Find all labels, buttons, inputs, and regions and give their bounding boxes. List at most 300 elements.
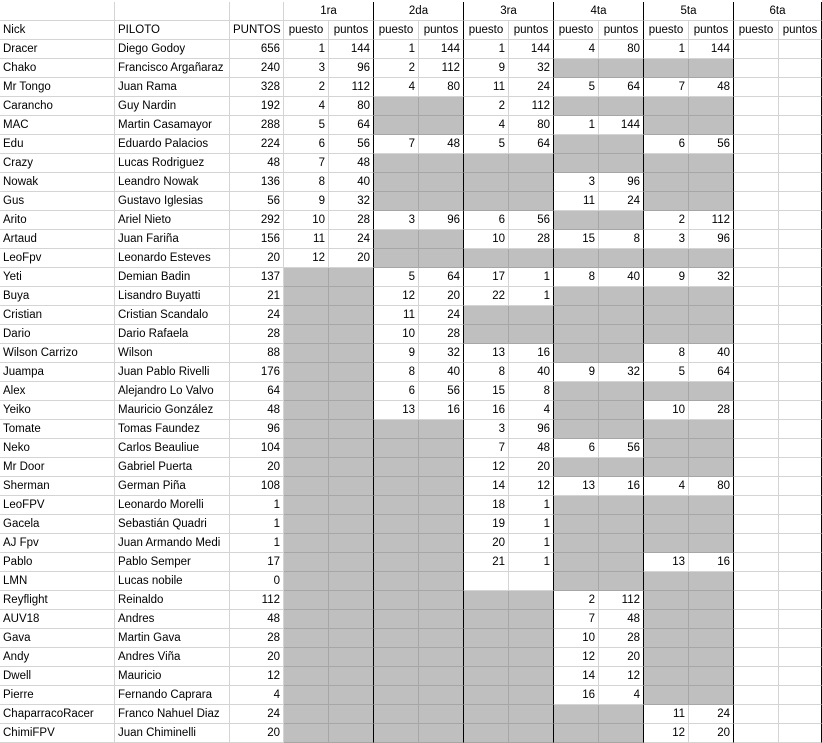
race-position-cell[interactable]: 7 (374, 135, 419, 154)
race-points-cell[interactable] (599, 458, 644, 477)
race-points-cell[interactable]: 112 (509, 97, 554, 116)
race-position-cell[interactable]: 1 (284, 40, 329, 59)
race-position-cell[interactable] (644, 382, 689, 401)
race-position-cell[interactable]: 8 (374, 363, 419, 382)
race-position-cell[interactable] (734, 306, 779, 325)
race-points-cell[interactable] (779, 610, 822, 629)
piloto-cell[interactable]: Martin Gava (115, 629, 230, 648)
race-points-cell[interactable] (509, 591, 554, 610)
race-points-cell[interactable] (779, 78, 822, 97)
race-points-cell[interactable] (509, 173, 554, 192)
race-points-cell[interactable] (329, 610, 374, 629)
race-points-cell[interactable] (329, 306, 374, 325)
race-position-cell[interactable] (734, 173, 779, 192)
race-position-cell[interactable] (284, 306, 329, 325)
race-position-cell[interactable] (374, 439, 419, 458)
race-points-cell[interactable] (689, 306, 734, 325)
race-points-cell[interactable] (779, 458, 822, 477)
race-position-cell[interactable] (554, 458, 599, 477)
race-points-cell[interactable] (689, 325, 734, 344)
race-position-cell[interactable] (374, 116, 419, 135)
race-position-cell[interactable] (644, 458, 689, 477)
race-points-cell[interactable] (689, 591, 734, 610)
nick-cell[interactable]: Gacela (0, 515, 115, 534)
race-points-cell[interactable] (599, 306, 644, 325)
piloto-cell[interactable]: Mauricio González (115, 401, 230, 420)
race-title-5[interactable]: 5ta (644, 2, 734, 21)
race-position-cell[interactable]: 1 (644, 40, 689, 59)
race-points-cell[interactable] (509, 249, 554, 268)
race-points-cell[interactable] (419, 629, 464, 648)
race-position-cell[interactable]: 9 (284, 192, 329, 211)
nick-cell[interactable]: Carancho (0, 97, 115, 116)
nick-cell[interactable]: Yeiko (0, 401, 115, 420)
race-points-cell[interactable]: 32 (689, 268, 734, 287)
column-header[interactable]: puntos (599, 21, 644, 40)
column-header[interactable]: puntos (419, 21, 464, 40)
race-position-cell[interactable]: 6 (554, 439, 599, 458)
race-points-cell[interactable]: 48 (599, 610, 644, 629)
piloto-cell[interactable]: Diego Godoy (115, 40, 230, 59)
race-points-cell[interactable] (779, 135, 822, 154)
race-position-cell[interactable] (284, 287, 329, 306)
race-position-cell[interactable]: 21 (464, 553, 509, 572)
total-points-cell[interactable]: 12 (230, 667, 284, 686)
race-position-cell[interactable] (284, 344, 329, 363)
race-points-cell[interactable]: 28 (689, 401, 734, 420)
race-points-cell[interactable] (599, 135, 644, 154)
column-header[interactable]: puesto (374, 21, 419, 40)
race-points-cell[interactable] (419, 686, 464, 705)
piloto-cell[interactable]: Eduardo Palacios (115, 135, 230, 154)
race-points-cell[interactable] (509, 192, 554, 211)
race-points-cell[interactable] (329, 648, 374, 667)
piloto-cell[interactable]: Lucas nobile (115, 572, 230, 591)
race-points-cell[interactable] (779, 344, 822, 363)
race-position-cell[interactable]: 10 (464, 230, 509, 249)
total-points-cell[interactable]: 21 (230, 287, 284, 306)
race-position-cell[interactable]: 11 (284, 230, 329, 249)
race-points-cell[interactable]: 40 (329, 173, 374, 192)
race-points-cell[interactable] (599, 724, 644, 743)
race-points-cell[interactable] (329, 724, 374, 743)
race-points-cell[interactable] (689, 686, 734, 705)
race-position-cell[interactable] (284, 268, 329, 287)
race-position-cell[interactable] (734, 553, 779, 572)
race-position-cell[interactable] (374, 667, 419, 686)
race-position-cell[interactable] (554, 496, 599, 515)
race-position-cell[interactable]: 6 (374, 382, 419, 401)
race-points-cell[interactable] (779, 591, 822, 610)
nick-cell[interactable]: Chako (0, 59, 115, 78)
race-points-cell[interactable]: 16 (599, 477, 644, 496)
nick-cell[interactable]: Buya (0, 287, 115, 306)
race-points-cell[interactable] (779, 477, 822, 496)
nick-cell[interactable]: Gava (0, 629, 115, 648)
race-points-cell[interactable] (779, 534, 822, 553)
nick-cell[interactable]: LMN (0, 572, 115, 591)
race-points-cell[interactable] (419, 439, 464, 458)
race-points-cell[interactable]: 8 (599, 230, 644, 249)
nick-cell[interactable]: LeoFPV (0, 496, 115, 515)
race-points-cell[interactable]: 40 (599, 268, 644, 287)
race-position-cell[interactable] (644, 667, 689, 686)
race-position-cell[interactable]: 16 (464, 401, 509, 420)
race-title-6[interactable]: 6ta (734, 2, 822, 21)
race-points-cell[interactable] (329, 363, 374, 382)
race-position-cell[interactable] (464, 249, 509, 268)
race-points-cell[interactable]: 144 (599, 116, 644, 135)
race-points-cell[interactable] (329, 382, 374, 401)
race-title-3[interactable]: 3ra (464, 2, 554, 21)
total-points-cell[interactable]: 88 (230, 344, 284, 363)
race-position-cell[interactable] (554, 515, 599, 534)
race-position-cell[interactable] (734, 610, 779, 629)
race-points-cell[interactable] (509, 610, 554, 629)
race-position-cell[interactable] (554, 59, 599, 78)
race-points-cell[interactable] (419, 173, 464, 192)
piloto-cell[interactable]: Pablo Semper (115, 553, 230, 572)
nick-cell[interactable]: Pierre (0, 686, 115, 705)
race-position-cell[interactable]: 16 (554, 686, 599, 705)
race-points-cell[interactable] (779, 154, 822, 173)
race-points-cell[interactable]: 8 (509, 382, 554, 401)
race-points-cell[interactable] (329, 553, 374, 572)
race-points-cell[interactable] (779, 401, 822, 420)
total-points-cell[interactable]: 28 (230, 629, 284, 648)
nick-cell[interactable]: Neko (0, 439, 115, 458)
race-points-cell[interactable] (419, 458, 464, 477)
race-points-cell[interactable] (419, 154, 464, 173)
race-points-cell[interactable]: 28 (599, 629, 644, 648)
race-position-cell[interactable] (284, 629, 329, 648)
race-points-cell[interactable] (329, 344, 374, 363)
race-points-cell[interactable] (599, 534, 644, 553)
race-points-cell[interactable] (779, 667, 822, 686)
race-position-cell[interactable] (734, 686, 779, 705)
race-position-cell[interactable] (734, 192, 779, 211)
race-points-cell[interactable] (689, 439, 734, 458)
piloto-cell[interactable]: Juan Chiminelli (115, 724, 230, 743)
piloto-cell[interactable]: Alejandro Lo Valvo (115, 382, 230, 401)
race-points-cell[interactable] (419, 97, 464, 116)
race-points-cell[interactable]: 28 (329, 211, 374, 230)
race-position-cell[interactable] (734, 116, 779, 135)
race-position-cell[interactable] (374, 591, 419, 610)
race-points-cell[interactable]: 20 (689, 724, 734, 743)
race-points-cell[interactable] (779, 553, 822, 572)
race-position-cell[interactable] (374, 705, 419, 724)
piloto-cell[interactable]: Juan Rama (115, 78, 230, 97)
race-position-cell[interactable] (374, 420, 419, 439)
race-points-cell[interactable]: 24 (329, 230, 374, 249)
race-position-cell[interactable] (464, 572, 509, 591)
race-points-cell[interactable]: 20 (599, 648, 644, 667)
race-points-cell[interactable]: 112 (599, 591, 644, 610)
race-points-cell[interactable] (419, 420, 464, 439)
race-points-cell[interactable]: 80 (509, 116, 554, 135)
race-position-cell[interactable]: 4 (554, 40, 599, 59)
race-points-cell[interactable] (419, 515, 464, 534)
race-position-cell[interactable] (734, 325, 779, 344)
race-position-cell[interactable]: 4 (374, 78, 419, 97)
race-position-cell[interactable]: 10 (284, 211, 329, 230)
race-position-cell[interactable] (284, 477, 329, 496)
race-points-cell[interactable] (509, 648, 554, 667)
race-points-cell[interactable]: 16 (419, 401, 464, 420)
race-position-cell[interactable] (374, 724, 419, 743)
total-points-cell[interactable]: 288 (230, 116, 284, 135)
race-points-cell[interactable] (509, 154, 554, 173)
piloto-cell[interactable]: Andres (115, 610, 230, 629)
race-position-cell[interactable] (284, 401, 329, 420)
piloto-cell[interactable]: Leonardo Esteves (115, 249, 230, 268)
race-position-cell[interactable] (644, 610, 689, 629)
race-points-cell[interactable] (779, 363, 822, 382)
race-points-cell[interactable] (779, 648, 822, 667)
race-position-cell[interactable] (554, 135, 599, 154)
race-position-cell[interactable]: 10 (374, 325, 419, 344)
race-points-cell[interactable]: 24 (509, 78, 554, 97)
race-points-cell[interactable]: 144 (689, 40, 734, 59)
race-points-cell[interactable] (779, 325, 822, 344)
total-points-cell[interactable]: 0 (230, 572, 284, 591)
nick-cell[interactable]: AUV18 (0, 610, 115, 629)
total-points-cell[interactable]: 112 (230, 591, 284, 610)
total-points-cell[interactable]: 292 (230, 211, 284, 230)
race-position-cell[interactable] (734, 154, 779, 173)
race-points-cell[interactable] (329, 705, 374, 724)
race-position-cell[interactable]: 8 (554, 268, 599, 287)
race-points-cell[interactable]: 40 (689, 344, 734, 363)
race-position-cell[interactable] (554, 724, 599, 743)
race-points-cell[interactable] (599, 401, 644, 420)
race-position-cell[interactable] (464, 325, 509, 344)
race-points-cell[interactable]: 56 (509, 211, 554, 230)
race-position-cell[interactable]: 9 (464, 59, 509, 78)
column-header[interactable]: puesto (554, 21, 599, 40)
race-points-cell[interactable] (599, 553, 644, 572)
total-points-cell[interactable]: 1 (230, 515, 284, 534)
race-points-cell[interactable] (779, 211, 822, 230)
nick-cell[interactable]: Dario (0, 325, 115, 344)
race-points-cell[interactable] (419, 534, 464, 553)
race-points-cell[interactable] (419, 648, 464, 667)
race-position-cell[interactable]: 4 (464, 116, 509, 135)
race-points-cell[interactable] (509, 686, 554, 705)
race-position-cell[interactable] (284, 591, 329, 610)
race-position-cell[interactable] (734, 572, 779, 591)
race-points-cell[interactable]: 112 (689, 211, 734, 230)
race-position-cell[interactable] (554, 344, 599, 363)
race-position-cell[interactable] (464, 192, 509, 211)
race-position-cell[interactable] (644, 515, 689, 534)
race-points-cell[interactable] (779, 40, 822, 59)
race-points-cell[interactable] (329, 401, 374, 420)
piloto-cell[interactable]: Francisco Argañaraz (115, 59, 230, 78)
race-points-cell[interactable] (779, 59, 822, 78)
race-position-cell[interactable]: 6 (284, 135, 329, 154)
race-points-cell[interactable]: 64 (509, 135, 554, 154)
race-points-cell[interactable]: 64 (599, 78, 644, 97)
race-position-cell[interactable] (464, 686, 509, 705)
race-points-cell[interactable] (329, 572, 374, 591)
race-points-cell[interactable] (329, 439, 374, 458)
race-position-cell[interactable] (644, 116, 689, 135)
race-position-cell[interactable]: 12 (554, 648, 599, 667)
race-points-cell[interactable] (419, 496, 464, 515)
race-position-cell[interactable] (644, 420, 689, 439)
piloto-cell[interactable]: Juan Pablo Rivelli (115, 363, 230, 382)
race-points-cell[interactable] (779, 97, 822, 116)
race-position-cell[interactable] (284, 724, 329, 743)
race-position-cell[interactable]: 11 (374, 306, 419, 325)
race-position-cell[interactable] (554, 401, 599, 420)
race-position-cell[interactable] (734, 78, 779, 97)
piloto-cell[interactable]: Tomas Faundez (115, 420, 230, 439)
race-position-cell[interactable]: 2 (374, 59, 419, 78)
title-cell-nick[interactable] (0, 2, 115, 21)
piloto-cell[interactable]: Demian Badin (115, 268, 230, 287)
race-points-cell[interactable] (419, 230, 464, 249)
race-position-cell[interactable] (644, 572, 689, 591)
race-position-cell[interactable] (284, 382, 329, 401)
race-position-cell[interactable] (374, 496, 419, 515)
race-points-cell[interactable] (599, 705, 644, 724)
race-points-cell[interactable] (689, 249, 734, 268)
race-points-cell[interactable] (329, 325, 374, 344)
race-points-cell[interactable]: 56 (689, 135, 734, 154)
race-position-cell[interactable] (284, 420, 329, 439)
race-points-cell[interactable]: 112 (329, 78, 374, 97)
race-position-cell[interactable] (554, 553, 599, 572)
race-position-cell[interactable] (554, 249, 599, 268)
race-position-cell[interactable]: 15 (464, 382, 509, 401)
race-position-cell[interactable]: 13 (374, 401, 419, 420)
race-position-cell[interactable] (644, 173, 689, 192)
total-points-cell[interactable]: 108 (230, 477, 284, 496)
race-position-cell[interactable]: 12 (644, 724, 689, 743)
race-position-cell[interactable]: 9 (374, 344, 419, 363)
race-position-cell[interactable] (284, 553, 329, 572)
race-points-cell[interactable] (689, 572, 734, 591)
race-position-cell[interactable] (464, 591, 509, 610)
race-points-cell[interactable]: 12 (599, 667, 644, 686)
race-position-cell[interactable]: 12 (284, 249, 329, 268)
race-position-cell[interactable]: 5 (374, 268, 419, 287)
race-position-cell[interactable]: 2 (554, 591, 599, 610)
nick-cell[interactable]: ChaparracoRacer (0, 705, 115, 724)
race-points-cell[interactable] (689, 287, 734, 306)
piloto-cell[interactable]: German Piña (115, 477, 230, 496)
race-points-cell[interactable] (419, 667, 464, 686)
nick-cell[interactable]: Mr Tongo (0, 78, 115, 97)
race-position-cell[interactable] (734, 724, 779, 743)
race-points-cell[interactable] (599, 515, 644, 534)
race-position-cell[interactable] (734, 458, 779, 477)
race-points-cell[interactable] (689, 629, 734, 648)
nick-cell[interactable]: Andy (0, 648, 115, 667)
race-position-cell[interactable] (374, 477, 419, 496)
race-position-cell[interactable]: 9 (554, 363, 599, 382)
piloto-cell[interactable]: Dario Rafaela (115, 325, 230, 344)
race-points-cell[interactable]: 40 (509, 363, 554, 382)
race-points-cell[interactable] (689, 59, 734, 78)
race-points-cell[interactable] (779, 173, 822, 192)
piloto-cell[interactable]: Leonardo Morelli (115, 496, 230, 515)
race-points-cell[interactable]: 144 (329, 40, 374, 59)
race-points-cell[interactable]: 28 (419, 325, 464, 344)
race-position-cell[interactable] (374, 458, 419, 477)
race-position-cell[interactable] (374, 249, 419, 268)
race-points-cell[interactable]: 64 (689, 363, 734, 382)
piloto-cell[interactable]: Andres Viña (115, 648, 230, 667)
total-points-cell[interactable]: 176 (230, 363, 284, 382)
race-points-cell[interactable]: 96 (419, 211, 464, 230)
race-points-cell[interactable]: 20 (329, 249, 374, 268)
race-points-cell[interactable]: 24 (599, 192, 644, 211)
race-position-cell[interactable]: 11 (554, 192, 599, 211)
nick-cell[interactable]: Mr Door (0, 458, 115, 477)
nick-cell[interactable]: Dwell (0, 667, 115, 686)
race-position-cell[interactable] (644, 154, 689, 173)
race-points-cell[interactable]: 112 (419, 59, 464, 78)
race-points-cell[interactable]: 48 (329, 154, 374, 173)
race-points-cell[interactable] (329, 686, 374, 705)
race-position-cell[interactable] (734, 705, 779, 724)
race-position-cell[interactable]: 15 (554, 230, 599, 249)
total-points-cell[interactable]: 24 (230, 306, 284, 325)
column-header[interactable]: puntos (509, 21, 554, 40)
race-position-cell[interactable] (734, 382, 779, 401)
race-position-cell[interactable]: 22 (464, 287, 509, 306)
race-points-cell[interactable] (509, 306, 554, 325)
total-points-cell[interactable]: 24 (230, 705, 284, 724)
total-points-cell[interactable]: 48 (230, 154, 284, 173)
race-points-cell[interactable] (329, 496, 374, 515)
race-position-cell[interactable] (554, 287, 599, 306)
race-position-cell[interactable]: 4 (644, 477, 689, 496)
race-position-cell[interactable] (374, 629, 419, 648)
race-position-cell[interactable] (464, 705, 509, 724)
race-position-cell[interactable]: 14 (554, 667, 599, 686)
total-points-cell[interactable]: 1 (230, 534, 284, 553)
total-points-cell[interactable]: 20 (230, 724, 284, 743)
race-points-cell[interactable]: 4 (509, 401, 554, 420)
total-points-cell[interactable]: 64 (230, 382, 284, 401)
race-position-cell[interactable] (734, 211, 779, 230)
race-points-cell[interactable]: 32 (419, 344, 464, 363)
race-points-cell[interactable] (329, 667, 374, 686)
race-points-cell[interactable]: 80 (419, 78, 464, 97)
race-points-cell[interactable]: 48 (689, 78, 734, 97)
race-points-cell[interactable] (509, 572, 554, 591)
race-points-cell[interactable] (779, 268, 822, 287)
race-points-cell[interactable]: 64 (419, 268, 464, 287)
race-position-cell[interactable]: 6 (464, 211, 509, 230)
race-position-cell[interactable]: 9 (644, 268, 689, 287)
race-points-cell[interactable] (779, 382, 822, 401)
race-points-cell[interactable]: 96 (599, 173, 644, 192)
race-position-cell[interactable]: 13 (554, 477, 599, 496)
race-position-cell[interactable]: 5 (644, 363, 689, 382)
race-position-cell[interactable]: 12 (464, 458, 509, 477)
race-position-cell[interactable] (374, 230, 419, 249)
nick-cell[interactable]: Dracer (0, 40, 115, 59)
race-position-cell[interactable]: 11 (464, 78, 509, 97)
column-header[interactable]: PUNTOS (230, 21, 284, 40)
race-position-cell[interactable]: 8 (644, 344, 689, 363)
